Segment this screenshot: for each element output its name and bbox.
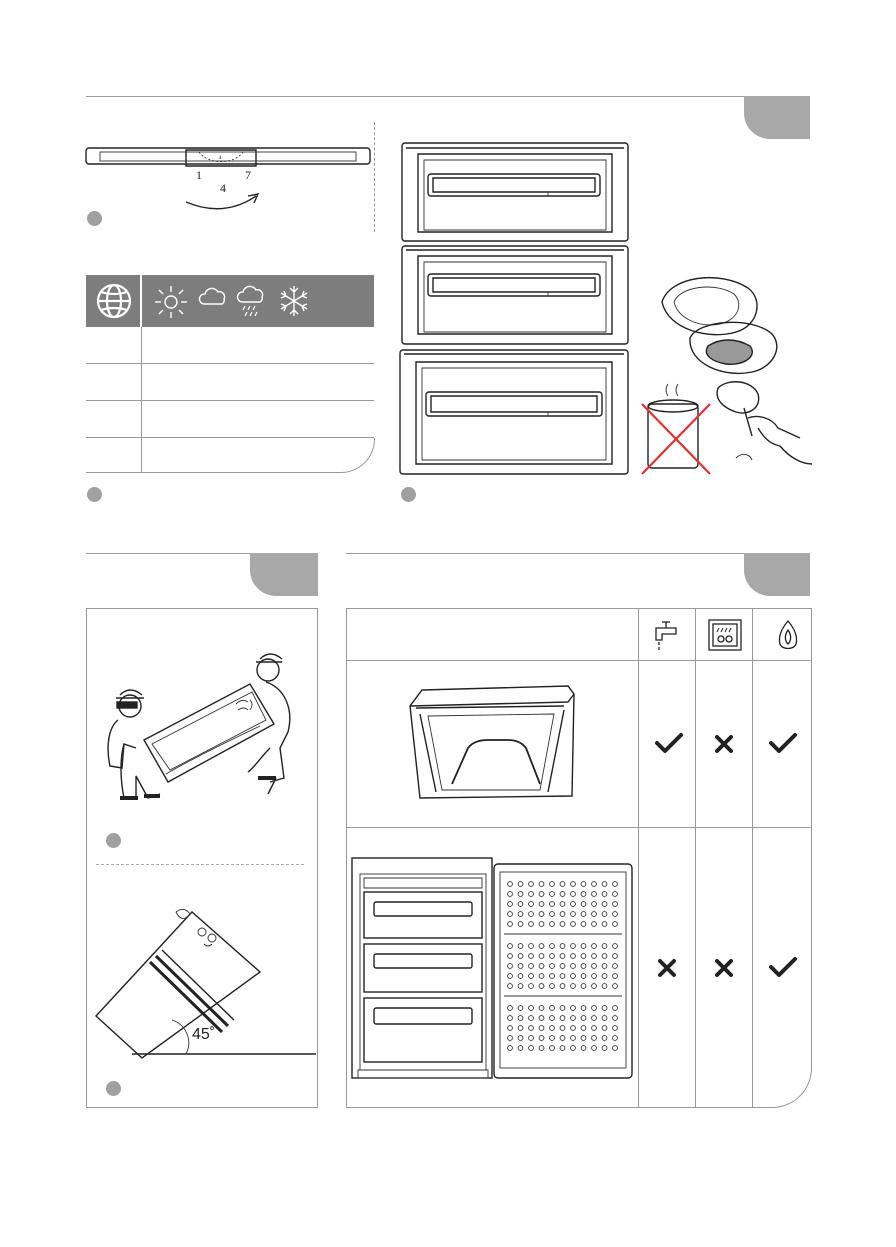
perforation-dot: [550, 1026, 555, 1031]
perforation-dot: [550, 1036, 555, 1041]
perforation-dot: [560, 1016, 565, 1021]
cross-mark-icon: [657, 958, 677, 978]
perforation-dot: [518, 892, 523, 897]
perforation-dot: [529, 892, 534, 897]
perforation-dot: [602, 954, 607, 959]
perforation-dot: [529, 1046, 534, 1051]
perforation-dot: [613, 912, 618, 917]
perforation-dot: [518, 922, 523, 927]
cloth-icon: [776, 618, 800, 652]
perforation-dot: [550, 1046, 555, 1051]
perforation-dot: [592, 882, 597, 887]
perforation-dot: [581, 912, 586, 917]
perforation-dot: [508, 964, 513, 969]
perforation-dot: [550, 892, 555, 897]
perforation-dot: [529, 944, 534, 949]
perforation-dot: [602, 882, 607, 887]
perforation-dot: [539, 1026, 544, 1031]
dial-mark-7: 7: [245, 168, 251, 182]
perforation-dot: [508, 1036, 513, 1041]
cross-mark-icon: [714, 734, 734, 754]
perforation-dot: [581, 1026, 586, 1031]
carrying-appliance-illustration: [100, 648, 306, 816]
freezer-interior-illustration: [350, 856, 636, 1082]
drawer-illustration: [408, 684, 578, 802]
perforation-dot: [560, 944, 565, 949]
cleaning-col-divider: [695, 609, 696, 1107]
section-tab-cleaning: [744, 553, 810, 596]
perforation-dot: [602, 984, 607, 989]
perforation-dot: [581, 1036, 586, 1041]
perforation-dot: [571, 892, 576, 897]
cleaning-col-divider: [752, 609, 753, 1107]
perforation-dot: [529, 954, 534, 959]
perforation-dot: [560, 1006, 565, 1011]
perforation-dot: [571, 1046, 576, 1051]
perforation-dot: [592, 964, 597, 969]
step-bullet-5: [106, 1081, 121, 1096]
perforation-dot: [560, 964, 565, 969]
perforation-dot: [613, 984, 618, 989]
perforation-dot: [560, 1046, 565, 1051]
perforation-dot: [550, 1016, 555, 1021]
perforation-dot: [508, 922, 513, 927]
perforation-dot: [602, 1026, 607, 1031]
perforation-dot: [539, 912, 544, 917]
step-bullet-4: [106, 833, 121, 848]
perforation-dot: [581, 892, 586, 897]
perforation-dot: [613, 922, 618, 927]
perforation-dot: [560, 974, 565, 979]
climate-column-divider: [141, 327, 142, 473]
snowflake-icon: [278, 284, 310, 318]
perforation-dot: [592, 1026, 597, 1031]
perforation-dot: [518, 964, 523, 969]
perforation-dot: [529, 1016, 534, 1021]
perforation-dot: [518, 1026, 523, 1031]
perforation-dot: [592, 902, 597, 907]
perforation-dot: [529, 1026, 534, 1031]
perforation-dot: [529, 912, 534, 917]
perforation-dot: [529, 964, 534, 969]
cleaning-row-divider: [347, 827, 811, 828]
cleaning-row-divider: [347, 660, 811, 661]
perforation-dot: [613, 1006, 618, 1011]
perforation-dot: [613, 1036, 618, 1041]
perforation-dot: [560, 984, 565, 989]
cross-mark-icon: [714, 958, 734, 978]
perforation-dot: [539, 974, 544, 979]
column-divider: [374, 122, 375, 232]
cleaning-col-divider: [638, 609, 639, 1107]
perforation-dot: [518, 1006, 523, 1011]
svg-text:4: 4: [218, 156, 222, 161]
perforation-dot: [581, 922, 586, 927]
perforation-dot: [508, 902, 513, 907]
perforation-dot: [550, 912, 555, 917]
perforation-dot: [529, 1006, 534, 1011]
perforation-dot: [550, 974, 555, 979]
perforation-dot: [518, 974, 523, 979]
perforation-dot: [508, 1046, 513, 1051]
perforation-dot: [602, 974, 607, 979]
perforation-dot: [508, 944, 513, 949]
perforation-dot: [508, 974, 513, 979]
perforation-dot: [571, 1036, 576, 1041]
perforation-dot: [581, 902, 586, 907]
perforation-dot: [592, 974, 597, 979]
perforation-dot: [581, 974, 586, 979]
transport-divider: [96, 864, 304, 865]
perforation-dot: [529, 974, 534, 979]
perforation-dot: [539, 882, 544, 887]
perforation-dot: [529, 902, 534, 907]
perforation-dot: [592, 912, 597, 917]
perforation-dot: [581, 1046, 586, 1051]
climate-row: [86, 364, 374, 401]
perforation-dot: [529, 1036, 534, 1041]
perforation-dot: [571, 944, 576, 949]
step-bullet-1: [87, 211, 102, 226]
perforation-dot: [592, 1036, 597, 1041]
perforation-dot: [581, 1006, 586, 1011]
perforation-dot: [613, 892, 618, 897]
perforation-dot: [613, 954, 618, 959]
perforation-dot: [518, 1036, 523, 1041]
perforation-dot: [571, 964, 576, 969]
climate-row: [86, 401, 374, 438]
tilt-angle-label: 45˚: [192, 1026, 216, 1043]
perforation-dot: [518, 1016, 523, 1021]
perforation-dot: [581, 1016, 586, 1021]
perforation-dot: [508, 1026, 513, 1031]
perforation-dot: [508, 892, 513, 897]
perforation-dot: [550, 902, 555, 907]
perforation-dot: [539, 1006, 544, 1011]
perforation-dot: [539, 964, 544, 969]
climate-table: [86, 275, 374, 473]
climate-header-separator: [140, 275, 142, 327]
food-handling-illustration: [640, 268, 812, 478]
perforation-dot: [560, 1036, 565, 1041]
perforation-dot: [560, 1026, 565, 1031]
perforation-dot: [529, 922, 534, 927]
top-rule: [86, 96, 810, 97]
perforation-dot: [518, 882, 523, 887]
dial-mark-4: 4: [220, 181, 226, 195]
dishwasher-icon: [707, 618, 743, 652]
perforation-dot: [508, 984, 513, 989]
perforation-dot: [592, 1016, 597, 1021]
perforation-dot: [539, 1016, 544, 1021]
perforation-dot: [602, 912, 607, 917]
perforation-dot: [550, 1006, 555, 1011]
perforation-dot: [539, 892, 544, 897]
perforation-dot: [571, 1016, 576, 1021]
perforation-dot: [550, 922, 555, 927]
perforation-dot: [529, 984, 534, 989]
perforation-dot: [560, 892, 565, 897]
water-tap-icon: [652, 618, 682, 652]
perforation-dot: [602, 1036, 607, 1041]
perforation-dot: [529, 882, 534, 887]
perforation-dot: [571, 984, 576, 989]
perforation-dot: [602, 892, 607, 897]
freezer-drawers-illustration: [398, 140, 634, 480]
perforation-dot: [602, 944, 607, 949]
perforation-dot: [571, 1006, 576, 1011]
perforation-dot: [550, 984, 555, 989]
perforation-dot: [560, 912, 565, 917]
perforation-dot: [539, 984, 544, 989]
perforation-dot: [550, 954, 555, 959]
perforation-dot: [550, 944, 555, 949]
perforation-dot: [571, 974, 576, 979]
perforation-dot: [581, 882, 586, 887]
perforation-dot: [592, 944, 597, 949]
perforation-dot: [613, 1016, 618, 1021]
perforation-dot: [592, 954, 597, 959]
perforation-dot: [539, 922, 544, 927]
perforation-dot: [560, 882, 565, 887]
perforation-dot: [613, 964, 618, 969]
perforation-dot: [539, 954, 544, 959]
perforation-dot: [571, 1026, 576, 1031]
perforation-dot: [560, 922, 565, 927]
perforation-dot: [592, 892, 597, 897]
check-mark-icon: [768, 732, 798, 754]
sun-icon: [154, 285, 188, 319]
section-tab-top: [744, 96, 810, 139]
perforation-dot: [508, 1006, 513, 1011]
perforation-dot: [518, 912, 523, 917]
step-bullet-3: [401, 487, 416, 502]
perforation-dot: [592, 984, 597, 989]
perforation-dot: [571, 922, 576, 927]
perforation-dot: [508, 912, 513, 917]
perforation-dot: [508, 1016, 513, 1021]
check-mark-icon: [654, 732, 684, 754]
section-tab-transport: [250, 553, 318, 596]
perforation-dot: [602, 1006, 607, 1011]
perforation-dot: [613, 1046, 618, 1051]
perforation-dot: [539, 944, 544, 949]
perforation-dot: [539, 902, 544, 907]
perforation-dot: [518, 1046, 523, 1051]
step-bullet-2: [87, 487, 102, 502]
perforation-dot: [508, 954, 513, 959]
perforation-dot: [613, 944, 618, 949]
cloud-icon: [198, 287, 228, 307]
globe-icon: [94, 279, 134, 323]
perforation-dot: [602, 964, 607, 969]
perforation-dot: [571, 954, 576, 959]
perforation-dot: [518, 944, 523, 949]
thermostat-dial-illustration: [84, 140, 374, 215]
perforation-dot: [602, 922, 607, 927]
perforation-dot: [518, 902, 523, 907]
perforation-dot: [592, 1046, 597, 1051]
perforation-dot: [581, 964, 586, 969]
check-mark-icon: [768, 956, 798, 978]
perforation-dot: [592, 922, 597, 927]
perforation-dot: [539, 1046, 544, 1051]
perforation-dot: [518, 984, 523, 989]
perforation-dot: [602, 1046, 607, 1051]
perforation-dot: [508, 882, 513, 887]
door-perforations: [508, 882, 618, 1051]
perforation-dot: [560, 902, 565, 907]
perforation-dot: [550, 882, 555, 887]
perforation-dot: [571, 912, 576, 917]
rain-cloud-icon: [236, 285, 268, 319]
climate-row: [86, 327, 374, 364]
perforation-dot: [613, 902, 618, 907]
perforation-dot: [581, 944, 586, 949]
perforation-dot: [613, 882, 618, 887]
perforation-dot: [518, 954, 523, 959]
perforation-dot: [550, 964, 555, 969]
perforation-dot: [539, 1036, 544, 1041]
perforation-dot: [571, 882, 576, 887]
perforation-dot: [592, 1006, 597, 1011]
perforation-dot: [581, 954, 586, 959]
climate-row: [86, 438, 375, 473]
perforation-dot: [571, 902, 576, 907]
perforation-dot: [560, 954, 565, 959]
dial-mark-1: 1: [196, 168, 202, 182]
perforation-dot: [613, 1026, 618, 1031]
perforation-dot: [613, 974, 618, 979]
perforation-dot: [581, 984, 586, 989]
bottom-right-rule: [346, 553, 810, 554]
perforation-dot: [602, 1016, 607, 1021]
perforation-dot: [602, 902, 607, 907]
